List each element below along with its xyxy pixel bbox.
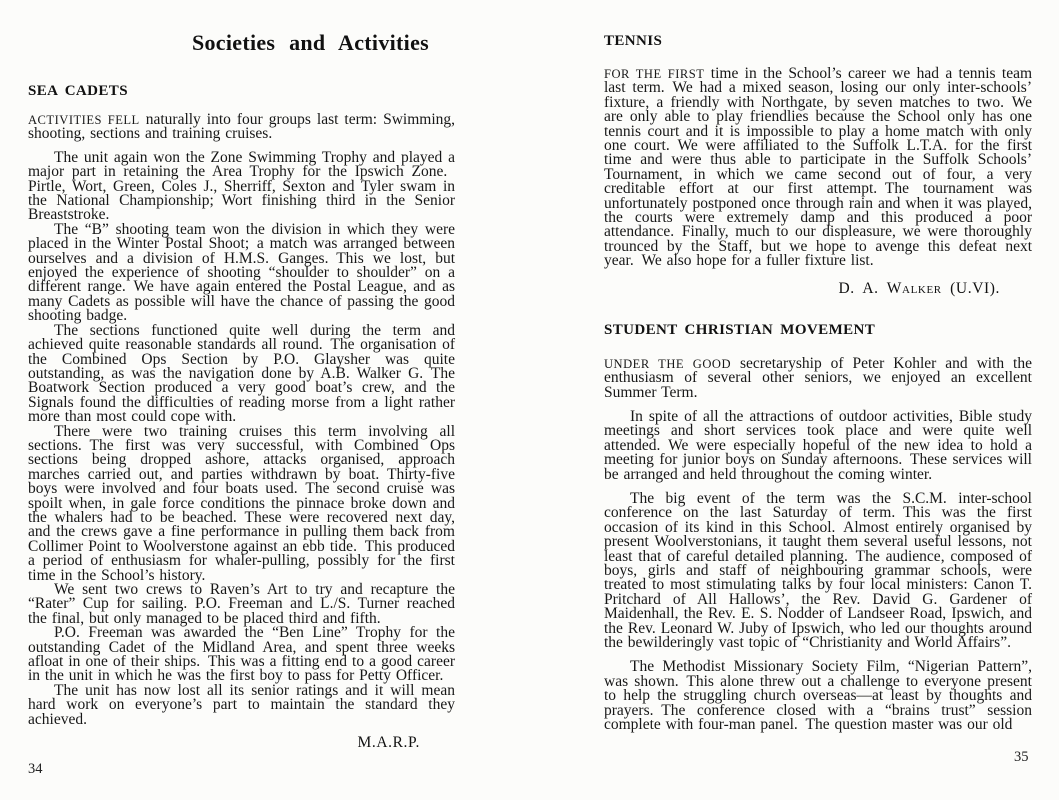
- right-page: [604, 0, 1032, 742]
- section-heading-sea-cadets: SEA CADETS: [28, 83, 128, 99]
- left-page: [28, 0, 455, 750]
- section-heading-tennis: TENNIS: [604, 33, 663, 49]
- paragraph: The unit has now lost all its senior ratings and it will mean hard work on everyone’s part to maintain the standard they achieved.: [28, 681, 455, 728]
- paragraph-lead-smallcaps: UNDER THE GOOD: [604, 356, 732, 371]
- paragraph: [604, 67, 1032, 269]
- paragraph-text: secretaryship of Peter Kohler and with the enthusiasm of several other seniors, we enjoyed an excellent Summer Term.: [604, 354, 1032, 401]
- paragraph: [604, 354, 1032, 401]
- paragraph-lead-smallcaps: ACTIVITIES FELL: [28, 113, 140, 127]
- paragraph: There were two training cruises this term involving all sections. The first was very successful, with Combined Ops sections being dropped ashore, attacks organised, approach marches carried out, and parties withdrawn by boat. Thirty-five boys were involved and four boats used. The second cruise was spoilt when, in gale force conditions the pinnace broke down and the whalers had to be beached. These were recovered next day, and the crews gave a fine performance in pulling them back from Collimer Point to Woolverstone against an ebb tide. This produced a period of enthusiasm for whaler-pulling, possibly for the first time in the School’s history.: [28, 422, 455, 584]
- paragraph: The big event of the term was the S.C.M. inter-school conference on the last Saturday of term. This was the first occasion of its kind in this School. Almost entirely organised by present Woolverstonians, it taught them several useful lessons, not least that of careful detailed planning. The audience, composed of boys, girls and staff of neighbouring grammar schools, were treated to most stimulating talks by four local ministers: Canon T. Pritchard of All Hallows’, the Rev. David G. Gardener of Maidenhall, the Rev. E. S. Nodder of Landseer Road, Ipswich, and the Rev. Leonard W. Juby of Ipswich, who led our thoughts around the bewilderingly vast topic of “Christianity and World Affairs”.: [604, 489, 1032, 651]
- paragraph: P.O. Freeman was awarded the “Ben Line” Trophy for the outstanding Cadet of the Midland Area, and spent three weeks afloat in one of their ships. This was a fitting end to a good career in the unit in which he was the first boy to pass for Petty Officer.: [28, 624, 455, 685]
- paragraph-text: time in the School’s career we had a tennis team last term. We had a mixed season, losing our only inter-schools’ fixture, a friendly with Northgate, by seven matches to two. We are only able to play friendlies because the School only has one tennis court and it is impossible to play a home match with only one court. We were affiliated to the Suffolk L.T.A. for the first time and were thus able to participate in the Suffolk Schools’ Tournament, in which we came second out of four, a very creditable effort at our first attempt. The tournament was unfortunately postponed once through rain and when it was played, the courts were extremely damp and this produced a poor attendance. Finally, much to our displeasure, we were thoroughly trounced by the Staff, but we hope to avenge this defeat next year. We also hope for a fuller fixture list.: [604, 65, 1033, 270]
- page-title: Societies and Activities: [191, 30, 430, 55]
- section-heading-student-christian-movement: STUDENT CHRISTIAN MOVEMENT: [604, 321, 876, 338]
- paragraph-lead-smallcaps: FOR THE FIRST: [604, 67, 705, 81]
- scm-body: [604, 354, 1032, 734]
- page-number-right: 35: [1014, 749, 1029, 765]
- paragraph: In spite of all the attractions of outdoor activities, Bible study meetings and short services took place and were quite well attended. We were especially hopeful of the new idea to hold a meeting for junior boys on Sunday afternoons. These services will be arranged and held throughout the coming winter.: [604, 407, 1032, 483]
- author-initials-signature: M.A.R.P.: [357, 734, 420, 752]
- paragraph-text: naturally into four groups last term: Swimming, shooting, sections and training cruises.: [28, 111, 456, 143]
- paragraph: The “B” shooting team won the division in which they were placed in the Winter Postal Shoot; a match was arranged between ourselves and a division of H.M.S. Ganges. This we lost, but enjoyed the experience of shooting “shoulder to shoulder” on a different range. We have again entered the Postal League, and as many Cadets as possible will have the chance of passing the good shooting badge.: [28, 220, 455, 325]
- paragraph: The sections functioned quite well during the term and achieved quite reasonable standards all round. The organisation of the Combined Ops Section by P.O. Glaysher was quite outstanding, as was the navigation done by A.B. Walker G. The Boatwork Section produced a very good boat’s crew, and the Signals found the difficulties of reading morse from a light rather more than most could cope with.: [28, 321, 455, 426]
- sea-cadets-body: [28, 113, 455, 727]
- paragraph: The unit again won the Zone Swimming Trophy and played a major part in retaining the Area Trophy for the Ipswich Zone. Pirtle, Wort, Green, Coles J., Sherriff, Sexton and Tyler swam in the National Championship; Wort finishing third in the Senior Breaststroke.: [28, 148, 455, 224]
- tennis-body: [604, 67, 1032, 269]
- paragraph: The Methodist Missionary Society Film, “Nigerian Pattern”, was shown. This alone threw out a challenge to everyone present to help the struggling church overseas—at least by thoughts and prayers. The conference closed with a “brains trust” session complete with four-man panel. The question master was our old: [604, 658, 1032, 734]
- paragraph: We sent two crews to Raven’s Art to try and recapture the “Rater” Cup for sailing. P.O. Freeman and L./S. Turner reached the final, but only managed to be placed third and fifth.: [28, 581, 455, 627]
- page-number-left: 34: [28, 761, 43, 777]
- author-name-signature: D. A. Walker (U.VI).: [838, 279, 1000, 297]
- paragraph: [28, 113, 455, 142]
